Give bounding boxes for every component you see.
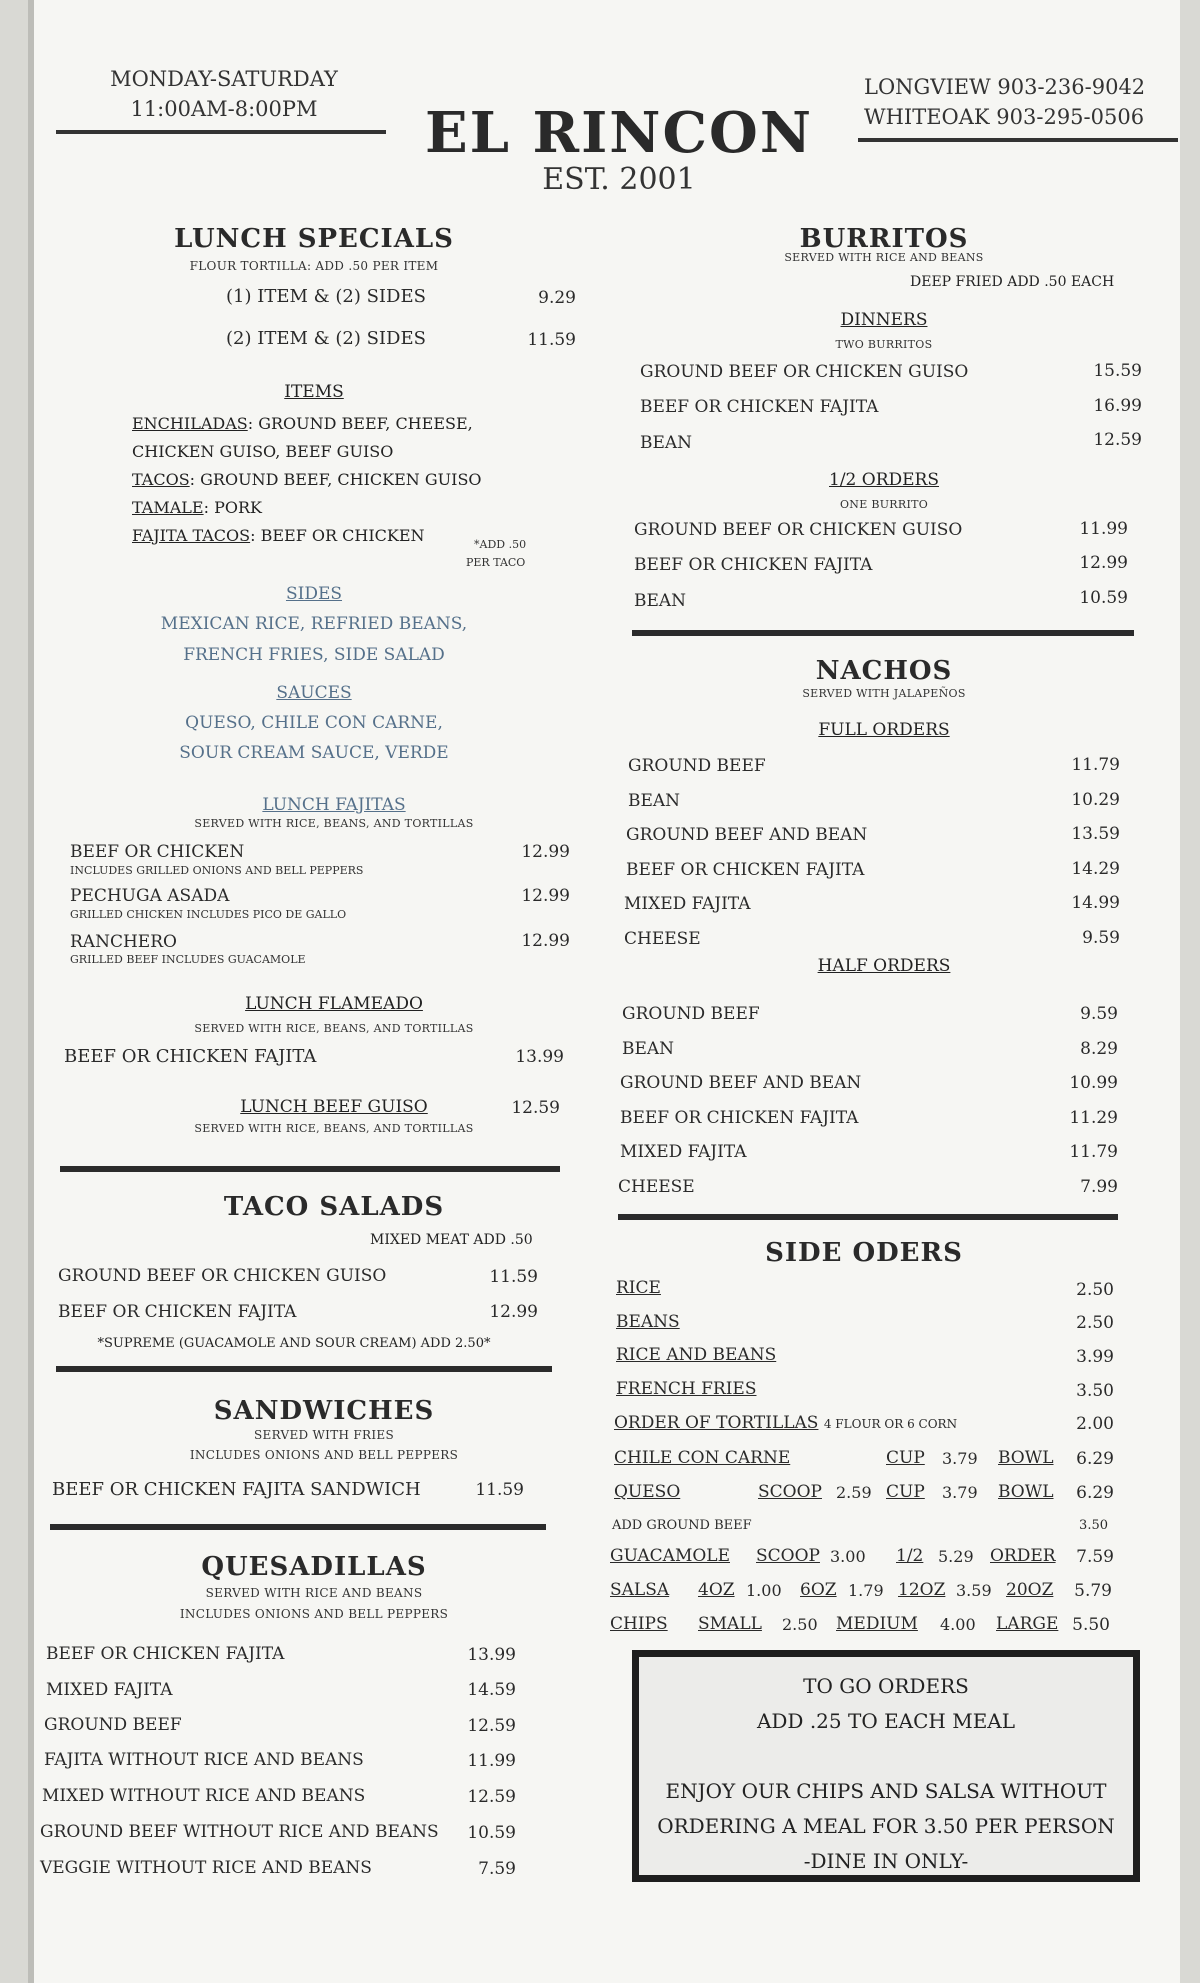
restaurant-name: EL RINCON xyxy=(424,100,813,166)
to-go-line-2: ADD .25 TO EACH MEAL xyxy=(756,1709,1016,1733)
sandwiches-note-2: INCLUDES ONIONS AND BELL PEPPERS xyxy=(189,1448,459,1462)
sauces-line-2: SOUR CREAM SAUCE, VERDE xyxy=(179,743,449,763)
nachos-full-2-price: 10.29 xyxy=(1071,790,1120,810)
items-list xyxy=(132,410,512,550)
side-salsa-12oz: 12OZ xyxy=(898,1580,946,1600)
hours-time: 11:00AM-8:00PM xyxy=(130,97,318,121)
nachos-half-1-label: GROUND BEEF xyxy=(622,1004,760,1024)
nachos-half-5-label: MIXED FAJITA xyxy=(620,1142,747,1162)
burrito-half-2-label: BEEF OR CHICKEN FAJITA xyxy=(634,555,873,575)
nachos-full-5-price: 14.99 xyxy=(1071,893,1120,913)
to-go-line-1: TO GO ORDERS xyxy=(803,1674,969,1698)
side-chips-large-price: 5.50 xyxy=(1072,1615,1110,1635)
flameado-row-label: BEEF OR CHICKEN FAJITA xyxy=(64,1046,317,1067)
lunch-special-1-label: (1) ITEM & (2) SIDES xyxy=(226,286,426,307)
nachos-full-4-label: BEEF OR CHICKEN FAJITA xyxy=(626,860,865,880)
side-beans-price: 2.50 xyxy=(1076,1313,1114,1333)
taco-salads-supreme: *SUPREME (GUACAMOLE AND SOUR CREAM) ADD 2.50* xyxy=(97,1336,491,1351)
lunch-fajitas-note: SERVED WITH RICE, BEANS, AND TORTILLAS xyxy=(194,817,474,830)
sandwich-row-label: BEEF OR CHICKEN FAJITA SANDWICH xyxy=(52,1479,421,1500)
taco-salad-row-2-label: BEEF OR CHICKEN FAJITA xyxy=(58,1302,297,1322)
burritos-half-title: 1/2 ORDERS xyxy=(829,470,939,490)
lunch-special-1-price: 9.29 xyxy=(538,288,576,308)
burrito-dinner-3-label: BEAN xyxy=(640,433,693,453)
burrito-dinner-3-price: 12.59 xyxy=(1093,430,1142,450)
lunch-specials-note: FLOUR TORTILLA: ADD .50 PER ITEM xyxy=(189,259,439,273)
side-guacamole-scoop: SCOOP xyxy=(756,1546,820,1566)
lunch-special-2-price: 11.59 xyxy=(527,330,576,350)
burrito-dinner-2-price: 16.99 xyxy=(1093,396,1142,416)
quesadilla-row-7-price: 7.59 xyxy=(478,1859,516,1879)
side-tortillas-note: 4 FLOUR OR 6 CORN xyxy=(823,1417,958,1431)
side-chips-small: SMALL xyxy=(698,1614,762,1634)
item-tacos: TACOS: GROUND BEEF, CHICKEN GUISO xyxy=(132,470,482,489)
quesadilla-row-7-label: VEGGIE WITHOUT RICE AND BEANS xyxy=(40,1858,372,1878)
nachos-half-6-label: CHEESE xyxy=(618,1177,695,1197)
burritos-dinners-title: DINNERS xyxy=(840,310,928,330)
side-chips-small-price: 2.50 xyxy=(782,1615,818,1634)
side-add-ground-beef-price: 3.50 xyxy=(1079,1518,1108,1533)
side-guacamole-label: GUACAMOLE xyxy=(610,1546,730,1566)
taco-salads-title: TACO SALADS xyxy=(223,1192,445,1222)
quesadilla-row-3-label: GROUND BEEF xyxy=(44,1715,182,1735)
side-queso-cup: CUP xyxy=(886,1482,925,1502)
side-salsa-label: SALSA xyxy=(610,1580,670,1600)
side-chile-label: CHILE CON CARNE xyxy=(614,1448,791,1468)
nachos-full-4-price: 14.29 xyxy=(1071,859,1120,879)
burrito-dinner-2-label: BEEF OR CHICKEN FAJITA xyxy=(640,397,879,417)
sides-line-1: MEXICAN RICE, REFRIED BEANS, xyxy=(160,614,468,634)
side-beans-label: BEANS xyxy=(616,1312,680,1332)
item-enchiladas: ENCHILADAS: GROUND BEEF, CHEESE, xyxy=(132,414,473,433)
fajita-row-2-price: 12.99 xyxy=(521,886,570,906)
sides-line-2: FRENCH FRIES, SIDE SALAD xyxy=(183,645,445,665)
taco-salad-row-2-price: 12.99 xyxy=(489,1302,538,1322)
burrito-half-2-price: 12.99 xyxy=(1079,553,1128,573)
to-go-line-4: ORDERING A MEAL FOR 3.50 PER PERSON xyxy=(657,1814,1115,1838)
side-queso-label: QUESO xyxy=(614,1482,681,1502)
nachos-full-1-price: 11.79 xyxy=(1071,755,1120,775)
side-chile-cup: CUP xyxy=(886,1448,925,1468)
side-rice-price: 2.50 xyxy=(1076,1280,1114,1300)
sandwich-row-price: 11.59 xyxy=(475,1480,524,1500)
side-rice-and-beans-price: 3.99 xyxy=(1076,1347,1114,1367)
burritos-dinners-note: TWO BURRITOS xyxy=(835,338,933,351)
menu-page xyxy=(28,0,1180,1983)
sandwiches-note-1: SERVED WITH FRIES xyxy=(254,1428,394,1442)
side-french-fries-label: FRENCH FRIES xyxy=(616,1379,757,1399)
to-go-line-3: ENJOY OUR CHIPS AND SALSA WITHOUT xyxy=(665,1779,1107,1803)
side-guacamole-half: 1/2 xyxy=(896,1546,924,1566)
fajita-row-1-label: BEEF OR CHICKEN xyxy=(70,842,245,862)
nachos-half-3-price: 10.99 xyxy=(1069,1073,1118,1093)
phone-whiteoak: WHITEOAK 903-295-0506 xyxy=(864,105,1145,129)
header-rule-left xyxy=(56,130,386,134)
side-tortillas-label: ORDER OF TORTILLAS xyxy=(614,1413,819,1433)
quesadilla-row-2-label: MIXED FAJITA xyxy=(46,1680,173,1700)
side-salsa-4oz-price: 1.00 xyxy=(746,1581,782,1600)
fajita-row-3-price: 12.99 xyxy=(521,931,570,951)
nachos-half-2-price: 8.29 xyxy=(1080,1039,1118,1059)
side-guacamole-order-price: 7.59 xyxy=(1076,1547,1114,1567)
nachos-full-6-price: 9.59 xyxy=(1082,928,1120,948)
hours xyxy=(94,64,354,124)
lunch-specials-title: LUNCH SPECIALS xyxy=(174,224,454,254)
side-salsa-4oz: 4OZ xyxy=(698,1580,735,1600)
side-salsa-6oz: 6OZ xyxy=(800,1580,837,1600)
quesadillas-note-1: SERVED WITH RICE AND BEANS xyxy=(205,1586,423,1600)
burritos-note: SERVED WITH RICE AND BEANS xyxy=(784,251,984,264)
side-queso-scoop: SCOOP xyxy=(758,1482,822,1502)
item-tamale: TAMALE: PORK xyxy=(132,498,262,517)
phones xyxy=(864,72,1194,132)
sauces-line-1: QUESO, CHILE CON CARNE, xyxy=(185,713,443,733)
side-queso-bowl-price: 6.29 xyxy=(1076,1483,1114,1503)
side-salsa-6oz-price: 1.79 xyxy=(848,1581,884,1600)
established-year: EST. 2001 xyxy=(542,162,696,197)
lunch-beef-guiso-title: LUNCH BEEF GUISO xyxy=(240,1097,428,1117)
quesadilla-row-6-price: 10.59 xyxy=(467,1823,516,1843)
side-rice-and-beans-label: RICE AND BEANS xyxy=(616,1345,777,1365)
nachos-half-2-label: BEAN xyxy=(622,1039,675,1059)
nachos-full-1-label: GROUND BEEF xyxy=(628,756,766,776)
lunch-flameado-note: SERVED WITH RICE, BEANS, AND TORTILLAS xyxy=(194,1022,474,1035)
item-enchiladas-cont: CHICKEN GUISO, BEEF GUISO xyxy=(132,442,394,461)
side-guacamole-order: ORDER xyxy=(990,1546,1056,1566)
quesadillas-note-2: INCLUDES ONIONS AND BELL PEPPERS xyxy=(179,1607,449,1621)
fajita-row-2-sub: GRILLED CHICKEN INCLUDES PICO DE GALLO xyxy=(70,908,347,921)
nachos-note: SERVED WITH JALAPEÑOS xyxy=(802,687,966,700)
fajita-row-3-label: RANCHERO xyxy=(70,932,177,952)
sides-title: SIDES xyxy=(285,584,343,604)
to-go-box xyxy=(632,1650,1140,1882)
burrito-half-3-label: BEAN xyxy=(634,591,687,611)
side-salsa-12oz-price: 3.59 xyxy=(956,1581,992,1600)
side-french-fries-price: 3.50 xyxy=(1076,1381,1114,1401)
quesadilla-row-1-label: BEEF OR CHICKEN FAJITA xyxy=(46,1644,285,1664)
nachos-half-3-label: GROUND BEEF AND BEAN xyxy=(620,1073,862,1093)
nachos-half-1-price: 9.59 xyxy=(1080,1004,1118,1024)
divider-taco-salads xyxy=(60,1166,560,1172)
side-add-ground-beef-label: ADD GROUND BEEF xyxy=(612,1518,752,1533)
fajita-row-1-price: 12.99 xyxy=(521,842,570,862)
side-queso-cup-price: 3.79 xyxy=(942,1483,978,1502)
burrito-half-1-price: 11.99 xyxy=(1079,519,1128,539)
sandwiches-title: SANDWICHES xyxy=(213,1396,435,1426)
taco-note-2: PER TACO xyxy=(466,556,526,569)
quesadilla-row-4-label: FAJITA WITHOUT RICE AND BEANS xyxy=(44,1750,364,1770)
header-rule-right xyxy=(858,138,1178,142)
nachos-full-2-label: BEAN xyxy=(628,791,681,811)
quesadillas-title: QUESADILLAS xyxy=(201,1552,427,1582)
side-chips-medium: MEDIUM xyxy=(836,1614,918,1634)
fajita-row-1-sub: INCLUDES GRILLED ONIONS AND BELL PEPPERS xyxy=(70,864,364,877)
lunch-beef-guiso-note: SERVED WITH RICE, BEANS, AND TORTILLAS xyxy=(194,1122,474,1135)
nachos-half-title: HALF ORDERS xyxy=(817,956,951,976)
lunch-flameado-title: LUNCH FLAMEADO xyxy=(245,994,423,1014)
side-tortillas-price: 2.00 xyxy=(1076,1414,1114,1434)
phone-longview: LONGVIEW 903-236-9042 xyxy=(864,75,1146,99)
nachos-half-6-price: 7.99 xyxy=(1080,1177,1118,1197)
nachos-half-4-price: 11.29 xyxy=(1069,1108,1118,1128)
items-title: ITEMS xyxy=(284,382,344,402)
lunch-fajitas-title: LUNCH FAJITAS xyxy=(262,795,406,815)
lunch-special-2-label: (2) ITEM & (2) SIDES xyxy=(226,328,426,349)
quesadilla-row-4-price: 11.99 xyxy=(467,1751,516,1771)
burritos-half-note: ONE BURRITO xyxy=(839,498,929,511)
side-chips-label: CHIPS xyxy=(610,1614,668,1634)
flameado-row-price: 13.99 xyxy=(515,1047,564,1067)
burrito-dinner-1-label: GROUND BEEF OR CHICKEN GUISO xyxy=(640,362,969,382)
taco-salads-note: MIXED MEAT ADD .50 xyxy=(370,1232,533,1248)
quesadilla-row-6-label: GROUND BEEF WITHOUT RICE AND BEANS xyxy=(40,1822,439,1842)
fajita-row-3-sub: GRILLED BEEF INCLUDES GUACAMOLE xyxy=(70,953,306,966)
side-queso-bowl: BOWL xyxy=(998,1482,1054,1502)
quesadilla-row-5-price: 12.59 xyxy=(467,1787,516,1807)
burrito-half-1-label: GROUND BEEF OR CHICKEN GUISO xyxy=(634,520,963,540)
side-guacamole-half-price: 5.29 xyxy=(938,1547,974,1566)
side-orders-title: SIDE ODERS xyxy=(765,1238,963,1268)
side-chile-bowl-price: 6.29 xyxy=(1076,1449,1114,1469)
quesadilla-row-5-label: MIXED WITHOUT RICE AND BEANS xyxy=(42,1786,366,1806)
side-chips-medium-price: 4.00 xyxy=(940,1615,976,1634)
side-salsa-20oz: 20OZ xyxy=(1006,1580,1054,1600)
to-go-line-5: -DINE IN ONLY- xyxy=(803,1849,969,1873)
nachos-full-title: FULL ORDERS xyxy=(818,720,950,740)
burritos-title: BURRITOS xyxy=(799,224,969,254)
side-chile-cup-price: 3.79 xyxy=(942,1449,978,1468)
taco-salad-row-1-price: 11.59 xyxy=(489,1267,538,1287)
burritos-deep-fried: DEEP FRIED ADD .50 EACH xyxy=(910,274,1115,290)
divider-side-orders xyxy=(618,1214,1118,1220)
nachos-full-3-label: GROUND BEEF AND BEAN xyxy=(626,825,868,845)
divider-sandwiches xyxy=(56,1366,552,1372)
side-chile-bowl: BOWL xyxy=(998,1448,1054,1468)
burrito-half-3-price: 10.59 xyxy=(1079,588,1128,608)
taco-salad-row-1-label: GROUND BEEF OR CHICKEN GUISO xyxy=(58,1266,387,1286)
side-guacamole-scoop-price: 3.00 xyxy=(830,1547,866,1566)
quesadilla-row-2-price: 14.59 xyxy=(467,1680,516,1700)
quesadilla-row-1-price: 13.99 xyxy=(467,1645,516,1665)
nachos-full-3-price: 13.59 xyxy=(1071,824,1120,844)
side-rice-label: RICE xyxy=(616,1278,661,1298)
side-queso-scoop-price: 2.59 xyxy=(836,1483,872,1502)
sauces-title: SAUCES xyxy=(276,683,352,703)
lunch-beef-guiso-price: 12.59 xyxy=(511,1098,560,1118)
nachos-half-5-price: 11.79 xyxy=(1069,1142,1118,1162)
item-fajita-tacos: FAJITA TACOS: BEEF OR CHICKEN xyxy=(132,526,425,545)
hours-days: MONDAY-SATURDAY xyxy=(110,67,338,91)
quesadilla-row-3-price: 12.59 xyxy=(467,1716,516,1736)
fajita-row-2-label: PECHUGA ASADA xyxy=(70,886,230,906)
side-tortillas-row xyxy=(614,1413,957,1433)
nachos-full-5-label: MIXED FAJITA xyxy=(624,894,751,914)
divider-quesadillas xyxy=(50,1524,546,1530)
nachos-half-4-label: BEEF OR CHICKEN FAJITA xyxy=(620,1108,859,1128)
nachos-title: NACHOS xyxy=(815,656,953,686)
taco-note-1: *ADD .50 xyxy=(474,538,527,551)
side-chips-large: LARGE xyxy=(996,1614,1059,1634)
side-salsa-20oz-price: 5.79 xyxy=(1074,1581,1112,1601)
burrito-dinner-1-price: 15.59 xyxy=(1093,361,1142,381)
divider-nachos xyxy=(632,630,1134,636)
nachos-full-6-label: CHEESE xyxy=(624,929,701,949)
